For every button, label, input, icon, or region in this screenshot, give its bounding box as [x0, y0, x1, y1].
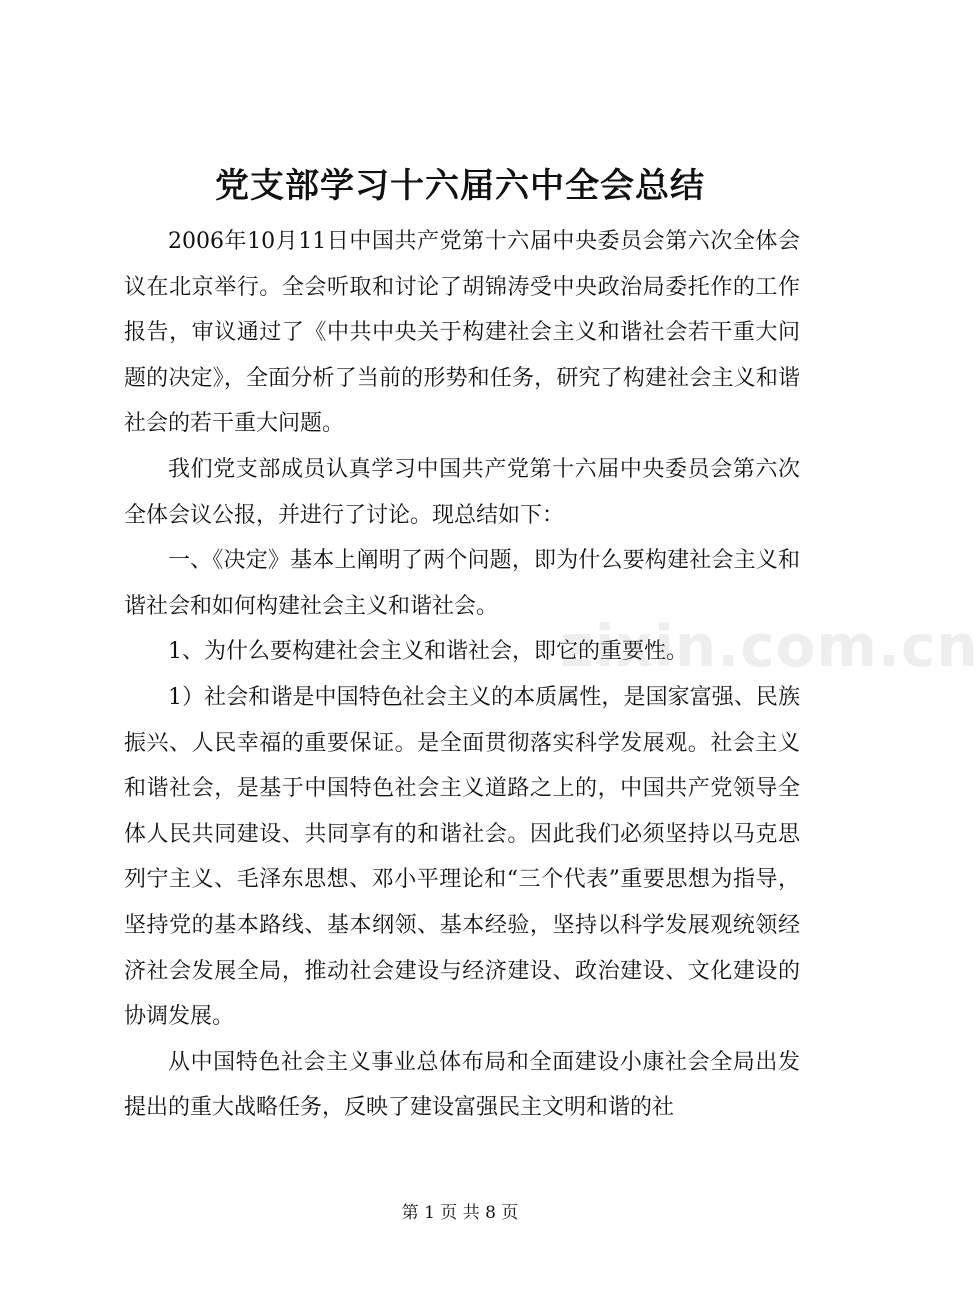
- paragraph-3: 一、《决定》基本上阐明了两个问题，即为什么要构建社会主义和谐社会和如何构建社会主义和谐社会。: [124, 548, 800, 619]
- page-footer: 第 1 页 共 8 页: [401, 1203, 519, 1223]
- watermark-text: zixin.com.cn: [560, 612, 979, 680]
- paragraph-1: 2006年10月11日中国共产党第十六届中央委员会第六次全体会议在北京举行。全会听取和讨论了胡锦涛受中央政治局委托作的工作报告，审议通过了《中共中央关于构建社会主义和谐社会若干重大问题的决定》，全面分析了当前的形势和任务，研究了构建社会主义和谐社会的若干重大问题。: [124, 229, 800, 437]
- paragraph-5: 1）社会和谐是中国特色社会主义的本质属性，是国家富强、民族振兴、人民幸福的重要保证。是全面贯彻落实科学发展观。社会主义和谐社会，是基于中国特色社会主义道路之上的，中国共产党领导全体人民共同建设、共同享有的和谐社会。因此我们必须坚持以马克思列宁主义、毛泽东思想、邓小平理论和“三个代表”重要思想为指导，坚持党的基本路线、基本纲领、基本经验，坚持以科学发展观统领经济社会发展全局，推动社会建设与经济建设、政治建设、文化建设的协调发展。: [124, 684, 800, 1030]
- paragraph-2: 我们党支部成员认真学习中国共产党第十六届中央委员会第六次全体会议公报，并进行了讨论。现总结如下：: [124, 456, 800, 528]
- document-body: [124, 219, 800, 1131]
- paragraph-4: 1、为什么要构建社会主义和谐社会，即它的重要性。: [168, 639, 688, 665]
- paragraph-6: 从中国特色社会主义事业总体布局和全面建设小康社会全局出发提出的重大战略任务，反映了建设富强民主文明和谐的社: [124, 1049, 800, 1121]
- document-title: 党支部学习十六届六中全会总结: [215, 166, 705, 206]
